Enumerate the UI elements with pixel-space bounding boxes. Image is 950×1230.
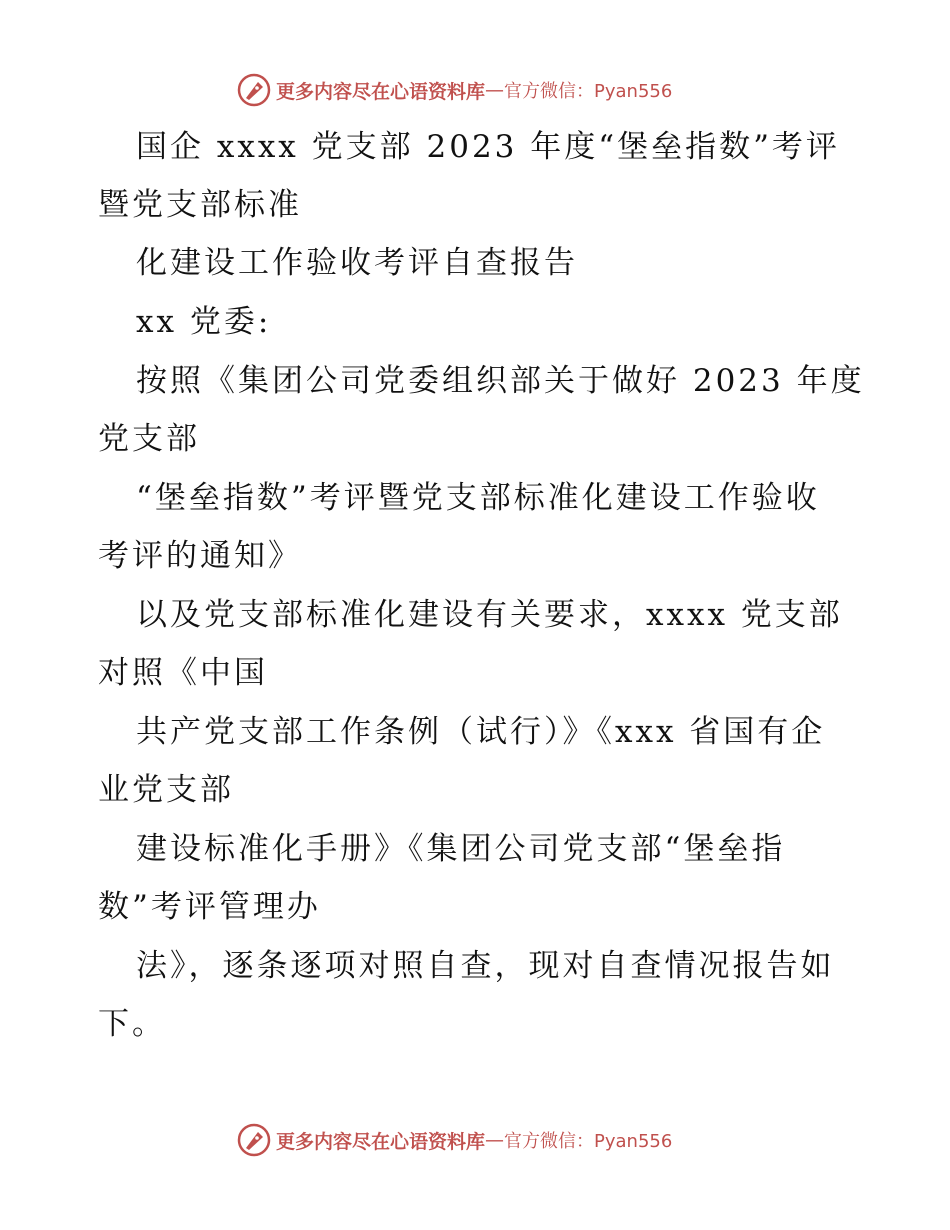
doc-paragraph-line: 下。 <box>98 1006 166 1042</box>
doc-paragraph-line: 建设标准化手册》《集团公司党支部“堡垒指 <box>136 831 786 867</box>
watermark-wechat-text: 官方微信：Pyan556 <box>504 1131 673 1152</box>
doc-paragraph-line: 法》，逐条逐项对照自查，现对自查情况报告如 <box>136 948 835 984</box>
pen-nib-logo-icon <box>236 72 272 108</box>
doc-paragraph-line: “堡垒指数”考评暨党支部标准化建设工作验收 <box>136 480 820 516</box>
doc-title-line-2: 暨党支部标准 <box>98 187 302 223</box>
watermark-site-text: 更多内容尽在心语资料库 <box>276 1130 486 1153</box>
doc-paragraph-line: 考评的通知》 <box>98 538 302 574</box>
doc-title-line-3: 化建设工作验收考评自查报告 <box>136 245 578 281</box>
doc-title-line-1: 国企 xxxx 党支部 2023 年度“堡垒指数”考评 <box>136 129 840 165</box>
doc-paragraph-line: 共产党支部工作条例（试行）》《xxx 省国有企 <box>136 714 826 750</box>
doc-paragraph-line: 党支部 <box>98 421 200 457</box>
doc-paragraph-line: 对照《中国 <box>98 655 268 691</box>
doc-paragraph-line: 按照《集团公司党委组织部关于做好 2023 年度 <box>136 363 865 399</box>
doc-addressee: xx 党委: <box>136 304 272 340</box>
watermark-site-text: 更多内容尽在心语资料库 <box>276 80 486 103</box>
doc-paragraph-line: 以及党支部标准化建设有关要求，xxxx 党支部 <box>136 597 843 633</box>
doc-paragraph-line: 业党支部 <box>98 772 234 808</box>
watermark-wechat-text: 官方微信：Pyan556 <box>504 81 673 102</box>
watermark-separator: — <box>485 79 505 101</box>
header-watermark <box>236 70 672 110</box>
doc-paragraph-line: 数”考评管理办 <box>98 889 321 925</box>
pen-nib-logo-icon <box>236 1122 272 1158</box>
watermark-separator: — <box>485 1129 505 1151</box>
footer-watermark <box>236 1120 672 1160</box>
